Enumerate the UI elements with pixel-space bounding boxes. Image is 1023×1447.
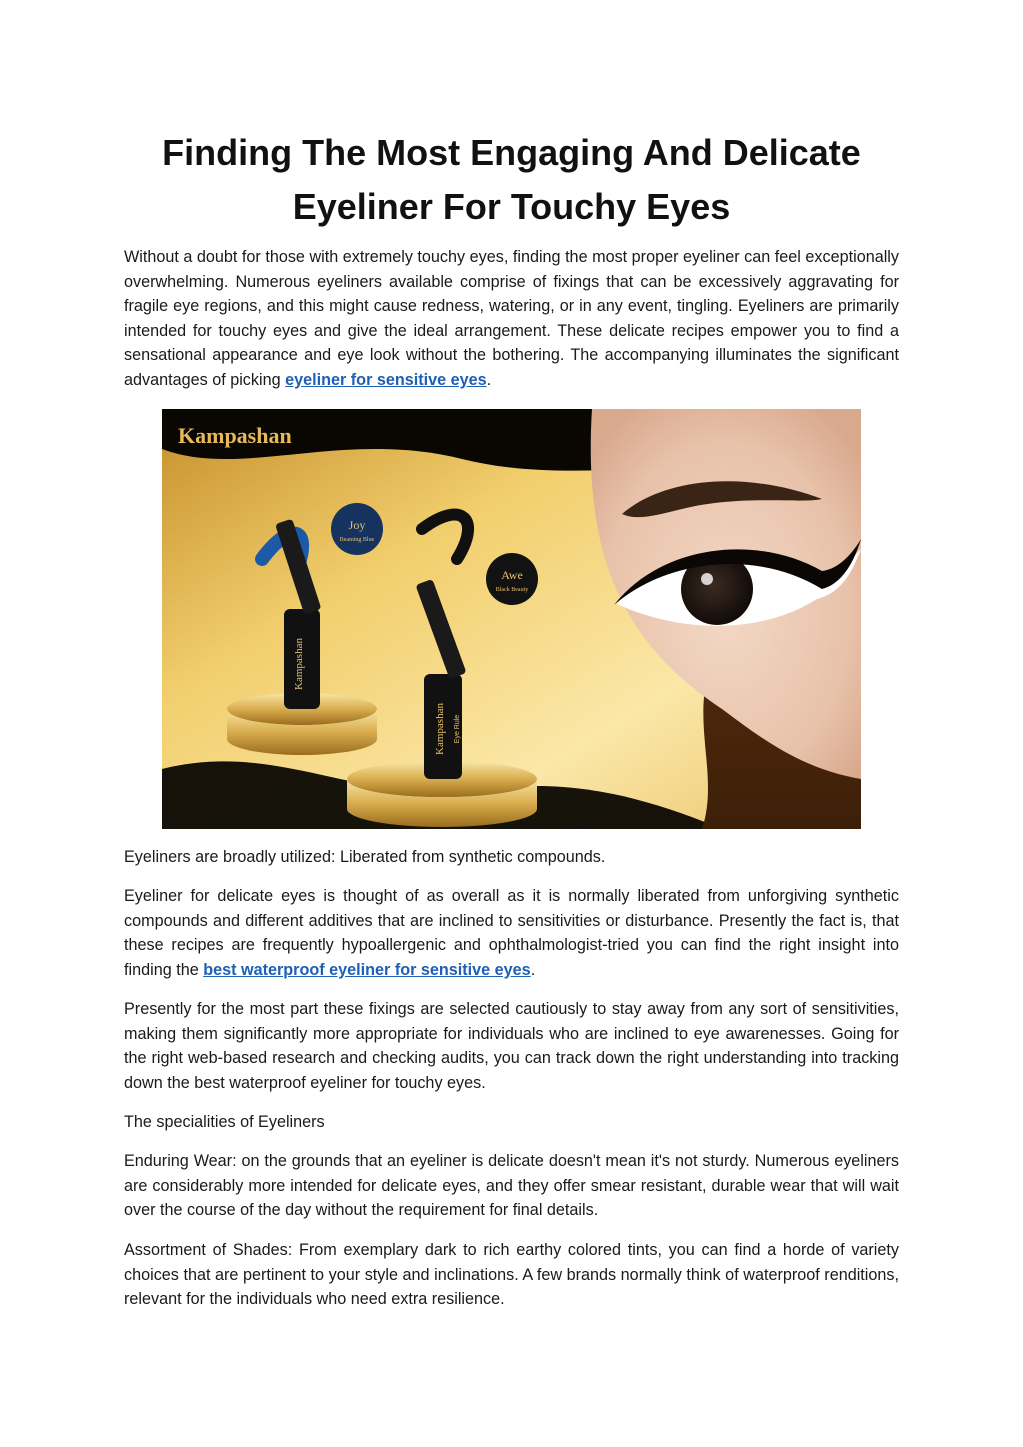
intro-after: .: [486, 370, 492, 389]
product-banner-image: [162, 409, 861, 829]
page-title: [120, 126, 903, 234]
p2-after: .: [530, 960, 536, 979]
intro-text: Without a doubt for those with extremely touchy eyes, finding the most proper eyeliner can feel exceptionally overwhelming. Numerous eyeliners available comprise of fixings that can be excessively aggravating for fragile eye regions, and this might cause redness, watering, or in any event, tingling. Eyeliners are primarily intended for touchy eyes and give the ideal arrangement. These delicate recipes empower you to find a sensational appearance and eye look without the bothering. The accompanying illuminates the significant advantages of picking: [124, 248, 899, 389]
paragraph-chemicals-heading: Eyeliners are broadly utilized: Liberated from synthetic compounds.: [124, 848, 606, 866]
eyeliner-sensitive-eyes-link[interactable]: eyeliner for sensitive eyes: [285, 370, 487, 389]
paragraph-specialities-heading: The specialities of Eyeliners: [124, 1113, 325, 1131]
bottle-2-sublabel: Eye Rule: [454, 714, 461, 744]
title-line-2: Eyeliner For Touchy Eyes: [292, 186, 731, 227]
bottle-1-label: Kampashan: [293, 638, 305, 690]
bottle-2-label: Kampashan: [434, 703, 446, 755]
joy-badge-shade: Beaming Blue: [339, 537, 375, 543]
best-waterproof-eyeliner-link[interactable]: best waterproof eyeliner for sensitive eyes: [203, 960, 531, 979]
awe-badge-shade: Black Beauty: [495, 587, 529, 593]
joy-badge-name: Joy: [348, 518, 366, 532]
brand-logo-text: Kampashan: [178, 423, 292, 448]
intro-paragraph: [124, 245, 899, 393]
paragraph-assortment-shades: Assortment of Shades: From exemplary dark to rich earthy colored tints, you can find a horde of variety choices that are pertinent to your style and inclinations. A few brands normally think of waterproof renditions, relevant for the individuals who need extra resilience.: [124, 1241, 899, 1309]
paragraph-delicate-eyes: [124, 884, 899, 982]
title-line-1: Finding The Most Engaging And Delicate: [162, 132, 861, 173]
eye-highlight: [701, 573, 713, 585]
awe-badge-name: Awe: [501, 568, 523, 582]
banner-illustration: [162, 409, 861, 829]
paragraph-enduring-wear: Enduring Wear: on the grounds that an eyeliner is delicate doesn't mean it's not sturdy. Numerous eyeliners are considerably more intended for delicate eyes, and they offer smear resistant, durable wear that will wait over the course of the day without the requirement for final details.: [124, 1152, 899, 1220]
p2-text: Eyeliner for delicate eyes is thought of as overall as it is normally liberated from unforgiving synthetic compounds and different additives that are inclined to sensitivities or disturbance. Presently the fact is, that these recipes are frequently hypoallergenic and ophthalmologist-tried you can find the right insight into finding the: [124, 887, 899, 979]
paragraph-fixings: Presently for the most part these fixings are selected cautiously to stay away from any sort of sensitivities, making them significantly more appropriate for individuals who are inclined to eye awarenesses. Going for the right web-based research and checking audits, you can track down the right understanding into tracking down the best waterproof eyeliner for touchy eyes.: [124, 1000, 899, 1092]
